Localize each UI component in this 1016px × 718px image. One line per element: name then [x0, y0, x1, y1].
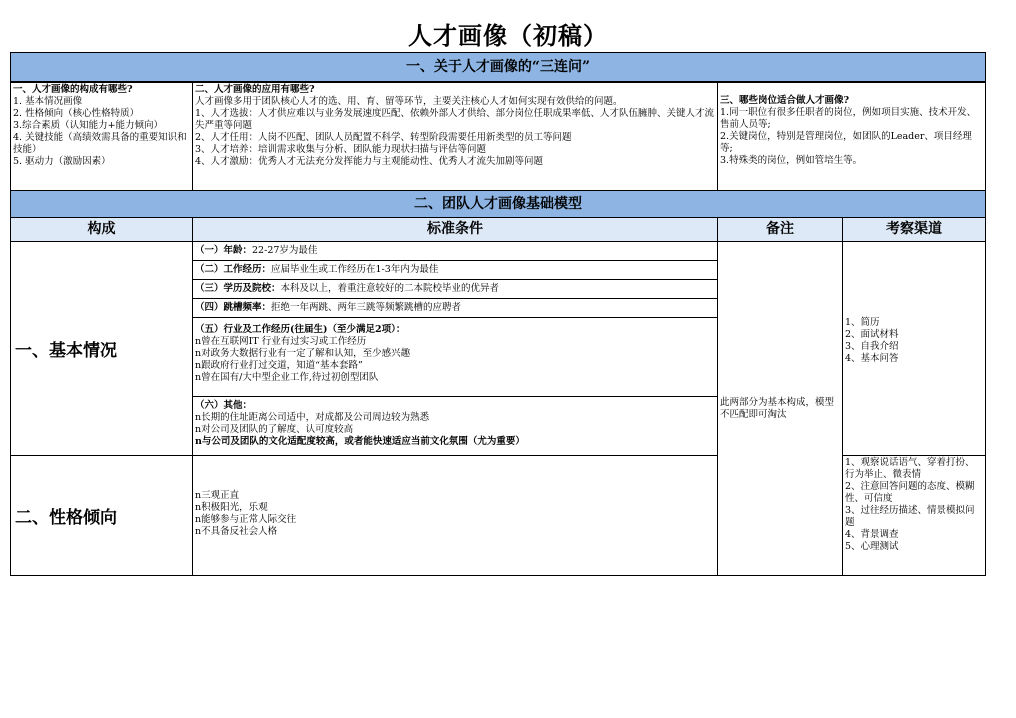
criteria-education-text: 本科及以上，着重注意较好的二本院校毕业的优异者	[280, 283, 500, 294]
section1-col1	[10, 82, 193, 191]
channels-basic	[842, 241, 986, 456]
list-item: 5. 驱动力（激励因素）	[13, 156, 111, 167]
header-criteria: 标准条件	[192, 217, 718, 242]
page-title: 人才画像（初稿）	[408, 21, 608, 50]
criteria-job-hopping-title: （四）跳槽频率：	[195, 302, 272, 313]
header-composition: 构成	[10, 217, 193, 242]
criteria-other	[192, 396, 718, 456]
channels-personality	[842, 455, 986, 576]
row-label-basic: 一、基本情况	[10, 241, 193, 456]
list-item: 3、过往经历描述、情景模拟问题	[845, 505, 975, 528]
criteria-age-text: 22-27岁为最佳	[252, 245, 318, 256]
criteria-age	[192, 241, 718, 261]
criteria-job-hopping-text: 拒绝一年两跳、两年三跳等频繁跳槽的应聘者	[271, 302, 462, 313]
list-item: 2、面试材料	[845, 329, 899, 340]
criteria-education-title: （三）学历及院校：	[195, 283, 281, 294]
criteria-education	[192, 279, 718, 299]
list-item: 1、观察说话语气、穿着打扮、行为举止、微表情	[845, 457, 975, 480]
criteria-personality	[192, 455, 718, 576]
list-item: n对公司及团队的了解度、认可度较高	[195, 424, 354, 435]
list-item: 1. 基本情况画像	[13, 96, 83, 107]
criteria-industry	[192, 317, 718, 397]
criteria-industry-title: （五）行业及工作经历(往届生)（至少满足2项）：	[195, 324, 406, 335]
col2-intro: 人才画像多用于团队核心人才的选、用、育、留等环节，主要关注核心人才如何实现有效供给的问题。	[195, 96, 623, 107]
list-item: 2. 性格倾向（核心性格特质）	[13, 108, 140, 119]
header-channels: 考察渠道	[842, 217, 986, 242]
list-item: 1、人才选拔：人才供应难以与业务发展速度匹配、依赖外部人才供给、部分岗位任职成果率低、人才队伍臃肿、关键人才流失严重等问题	[195, 108, 715, 131]
list-item: 3.综合素质（认知能力+能力倾向）	[13, 120, 164, 131]
criteria-job-hopping	[192, 298, 718, 318]
remark-cell	[717, 241, 843, 576]
list-item: 1.同一职位有很多任职者的岗位，例如项目实施、技术开发、售前人员等;	[720, 107, 977, 130]
list-item: n曾在国有/大中型企业工作,待过初创型团队	[195, 372, 379, 383]
list-item: 3、人才培养：培训需求收集与分析、团队能力现状扫描与评估等问题	[195, 144, 487, 155]
list-item-emphasis: n与公司及团队的文化适配度较高，或者能快速适应当前文化氛围（尤为重要）	[195, 436, 525, 447]
section1-heading: 一、关于人才画像的“三连问”	[10, 52, 986, 82]
criteria-other-title: （六）其他：	[195, 400, 253, 411]
row-label-personality: 二、性格倾向	[10, 455, 193, 576]
list-item: n跟政府行业打过交道，知道“基本套路”	[195, 360, 363, 371]
criteria-age-title: （一）年龄：	[195, 245, 253, 256]
section1-col2	[192, 82, 718, 191]
list-item: 2、人才任用：人岗不匹配、团队人员配置不科学、转型阶段需要任用新类型的员工等问题	[195, 132, 572, 143]
header-remark: 备注	[717, 217, 843, 242]
criteria-work-text: 应届毕业生或工作经历在1-3年内为最佳	[271, 264, 439, 275]
col2-question: 二、人才画像的应用有哪些?	[195, 84, 315, 95]
list-item: n曾在互联网IT 行业有过实习或工作经历	[195, 336, 367, 347]
list-item: 3.特殊类的岗位，例如管培生等。	[720, 155, 863, 166]
list-item: 4、人才激励：优秀人才无法充分发挥能力与主观能动性、优秀人才流失加剧等问题	[195, 156, 544, 167]
list-item: 2、注意回答问题的态度、模糊性、可信度	[845, 481, 975, 504]
col1-question: 一、人才画像的构成有哪些?	[13, 84, 133, 95]
list-item: 5、心理测试	[845, 541, 899, 552]
list-item: n长期的住址距离公司适中，对成都及公司周边较为熟悉	[195, 412, 430, 423]
list-item: 4、背景调查	[845, 529, 899, 540]
list-item: n三观正直	[195, 490, 240, 501]
list-item: 1、简历	[845, 317, 880, 328]
col3-question: 三、哪些岗位适合做人才画像?	[720, 95, 850, 106]
section1-col3	[717, 82, 986, 191]
list-item: n积极阳光，乐观	[195, 502, 268, 513]
section2-heading: 二、团队人才画像基础模型	[10, 190, 986, 218]
list-item: n能够参与正常人际交往	[195, 514, 297, 525]
list-item: 4. 关键技能（高绩效需具备的重要知识和技能）	[13, 132, 187, 155]
list-item: 3、自我介绍	[845, 341, 899, 352]
list-item: n不具备反社会人格	[195, 526, 278, 537]
criteria-work-title: （二）工作经历：	[195, 264, 272, 275]
remark-text: 此两部分为基本构成，模型不匹配即可淘汰	[720, 396, 835, 420]
list-item: 2.关键岗位，特别是管理岗位，如团队的Leader、项目经理等;	[720, 131, 972, 154]
list-item: n对政务大数据行业有一定了解和认知，至少感兴趣	[195, 348, 411, 359]
list-item: 4、基本问答	[845, 353, 899, 364]
criteria-work	[192, 260, 718, 280]
